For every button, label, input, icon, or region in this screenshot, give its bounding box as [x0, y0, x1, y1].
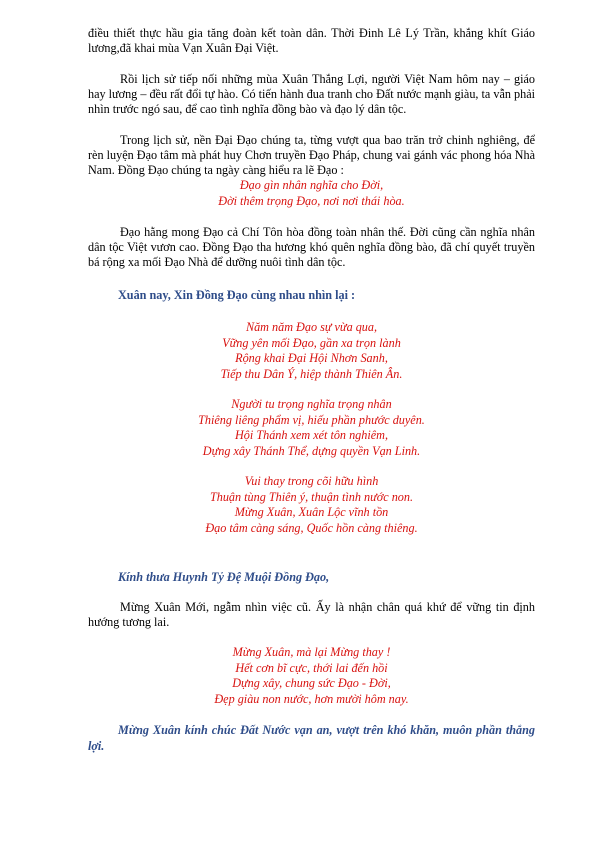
paragraph-history-victory: Rồi lịch sử tiếp nối những mùa Xuân Thắng Lợi, người Việt Nam hôm nay – giáo hay lương – đều rất đổi tự hào. Có tiến hành đua tranh cho Đất nước mạnh giàu, ta vẫn phải nhìn trước ngó sau, để cao tình nghĩa đồng bào và đạo lý dân tộc.: [88, 72, 535, 116]
paragraph-mung-xuan-moi: Mừng Xuân Mới, ngẫm nhìn việc cũ. Ấy là nhận chân quá khứ để vững tin định hướng tương lai.: [88, 600, 535, 629]
verse-line: Rộng khai Đại Hội Nhơn Sanh,: [235, 351, 388, 365]
verse-line: Hết cơn bĩ cực, thới lai đến hồi: [235, 660, 388, 675]
verse-line: Thuận tùng Thiên ý, thuận tình nước non.: [209, 489, 414, 504]
verse-line: Đạo tâm càng sáng, Quốc hồn càng thiêng.: [205, 520, 418, 535]
verse-line: Vững yên mối Đạo, gần xa trọn lành: [222, 335, 401, 350]
verse-line: Mừng Xuân, Xuân Lộc vĩnh tồn: [234, 505, 389, 519]
verse-line: Đạo gìn nhân nghĩa cho Đời,: [239, 178, 384, 192]
verse-5: [88, 645, 535, 707]
verse-line: Năm năm Đạo sự vừa qua,: [245, 320, 378, 334]
verse-line: Mừng Xuân, mà lại Mừng thay !: [232, 645, 391, 659]
verse-2: [88, 320, 535, 382]
verse-line: Dựng xây, chung sức Đạo - Đời,: [232, 676, 391, 690]
paragraph-continuation: điều thiết thực hầu gia tăng đoàn kết toàn dân. Thời Đinh Lê Lý Trần, khắng khít Giáo lương,đã khai mùa Vạn Xuân Đại Việt.: [88, 26, 535, 55]
paragraph-dao-hang-mong: Đạo hằng mong Đạo cả Chí Tôn hòa đồng toàn nhân thế. Đời cũng cần nghĩa nhân dân tộc Việt vươn cao. Đồng Đạo tha hương khó quên nghĩa đồng bào, đã chí quyết truyền bá rộng xa mối Đạo Nhà để dưỡng nuôi tình dân tộc.: [88, 225, 535, 269]
closing-wish: Mừng Xuân kính chúc Đất Nước vạn an, vượt trên khó khăn, muôn phần thắng lợi.: [88, 723, 535, 753]
verse-1: [88, 178, 535, 209]
heading-kinh-thua: Kính thưa Huynh Tỷ Đệ Muội Đồng Đạo,: [118, 570, 330, 584]
verse-line: Hội Thánh xem xét tôn nghiêm,: [235, 428, 388, 442]
paragraph-dai-dao-history: Trong lịch sử, nền Đại Đạo chúng ta, từng vượt qua bao trăn trở chinh nghiêng, để rèn luyện Đạo tâm mà phát huy Chơn truyền Đạo Pháp, chung vai gánh vác phong hóa Nhà Nam. Đồng Đạo chúng ta ngày càng hiểu ra lẽ Đạo :: [88, 133, 535, 177]
verse-3: [88, 397, 535, 459]
verse-4: [88, 474, 535, 536]
verse-line: Đẹp giàu non nước, hơn mười hôm nay.: [214, 691, 409, 706]
verse-line: Đời thêm trọng Đạo, nơi nơi thái hòa.: [218, 193, 405, 208]
verse-line: Dựng xây Thánh Thể, dựng quyền Vạn Linh.: [202, 443, 421, 458]
verse-line: Vui thay trong cõi hữu hình: [244, 474, 379, 488]
heading-xuan-nay: Xuân nay, Xin Đồng Đạo cùng nhau nhìn lại :: [118, 288, 356, 302]
verse-line: Thiêng liêng phẩm vị, hiếu phần phước duyên.: [198, 412, 425, 427]
verse-line: Tiếp thu Dân Ý, hiệp thành Thiên Ân.: [220, 366, 403, 381]
verse-line: Người tu trọng nghĩa trọng nhân: [231, 397, 392, 411]
